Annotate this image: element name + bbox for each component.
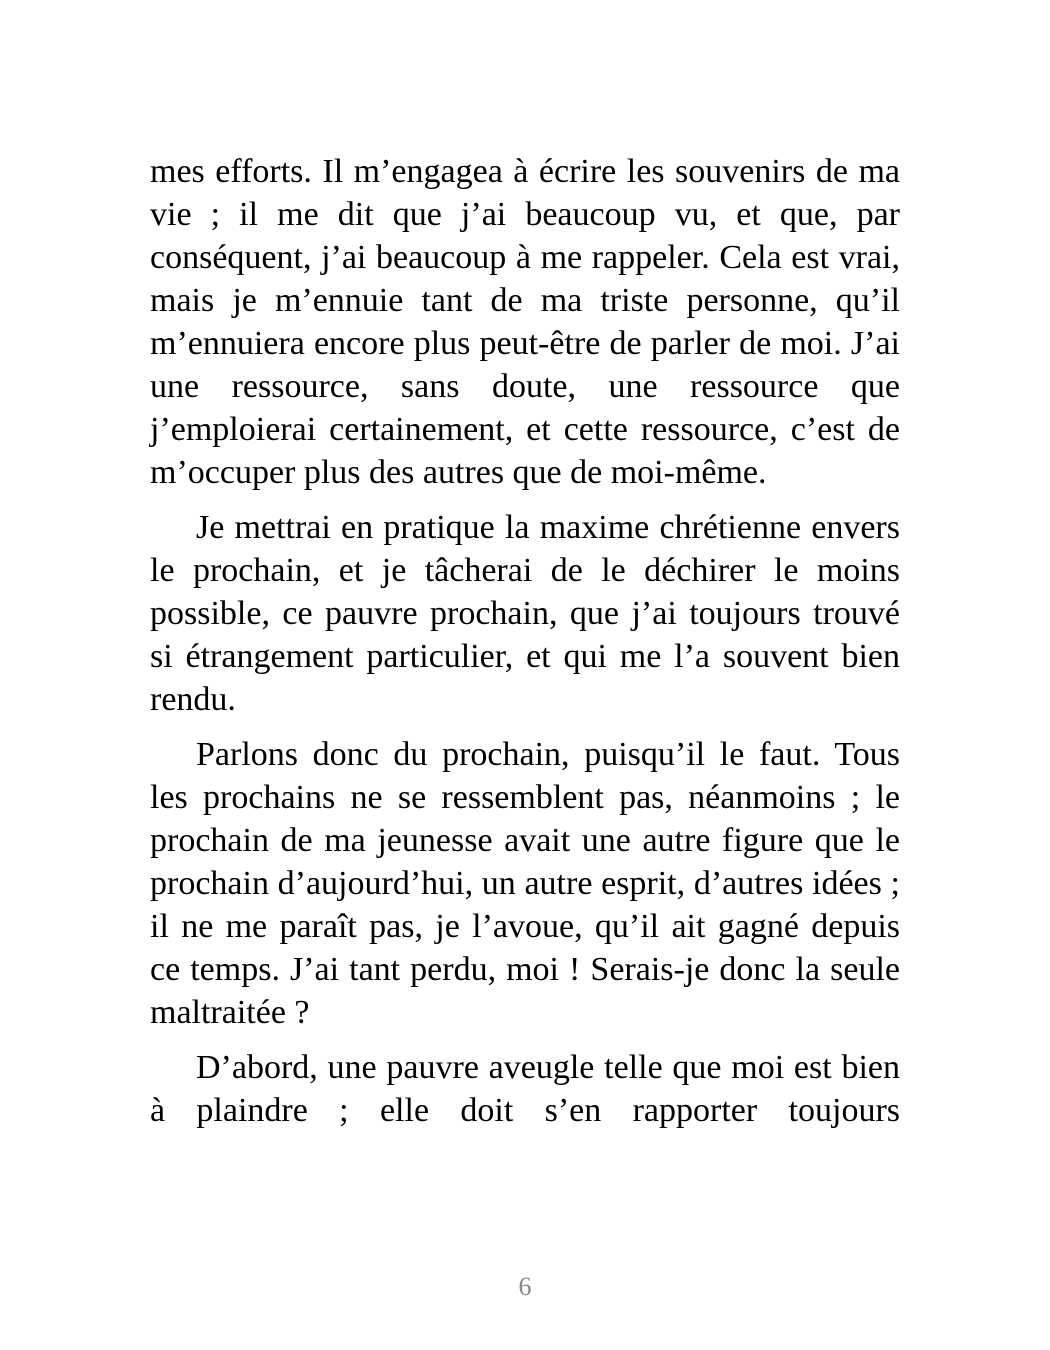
paragraph-1: mes efforts. Il m’engagea à écrire les souvenirs de ma vie ; il me dit que j’ai beaucoup vu, et que, par conséquent, j’ai beaucoup à me rappeler. Cela est vrai, mais je m’ennuie tant de ma triste personne, qu’il m’ennuiera encore plus peut-être de parler de moi. J’ai une ressource, sans doute, une ressource que j’emploierai certainement, et cette ressource, c’est de m’occuper plus des autres que de moi-même.	[150, 153, 900, 491]
body-text	[150, 150, 900, 1144]
paragraph-3: Parlons donc du prochain, puisqu’il le faut. Tous les prochains ne se ressemblent pas, néanmoins ; le prochain de ma jeunesse avait une autre figure que le prochain d’aujourd’hui, un autre esprit, d’autres idées ; il ne me paraît pas, je l’avoue, qu’il ait gagné depuis ce temps. J’ai tant perdu, moi ! Serais-je donc la seule maltraitée ?	[150, 736, 900, 1031]
page-number: 6	[518, 1272, 532, 1301]
paragraph-4: D’abord, une pauvre aveugle telle que moi est bien à plaindre ; elle doit s’en rapporter toujours	[150, 1049, 900, 1129]
paragraph-2: Je mettrai en pratique la maxime chrétienne envers le prochain, et je tâcherai de le déchirer le moins possible, ce pauvre prochain, que j’ai toujours trouvé si étrangement particulier, et qui me l’a souvent bien rendu.	[150, 509, 900, 718]
